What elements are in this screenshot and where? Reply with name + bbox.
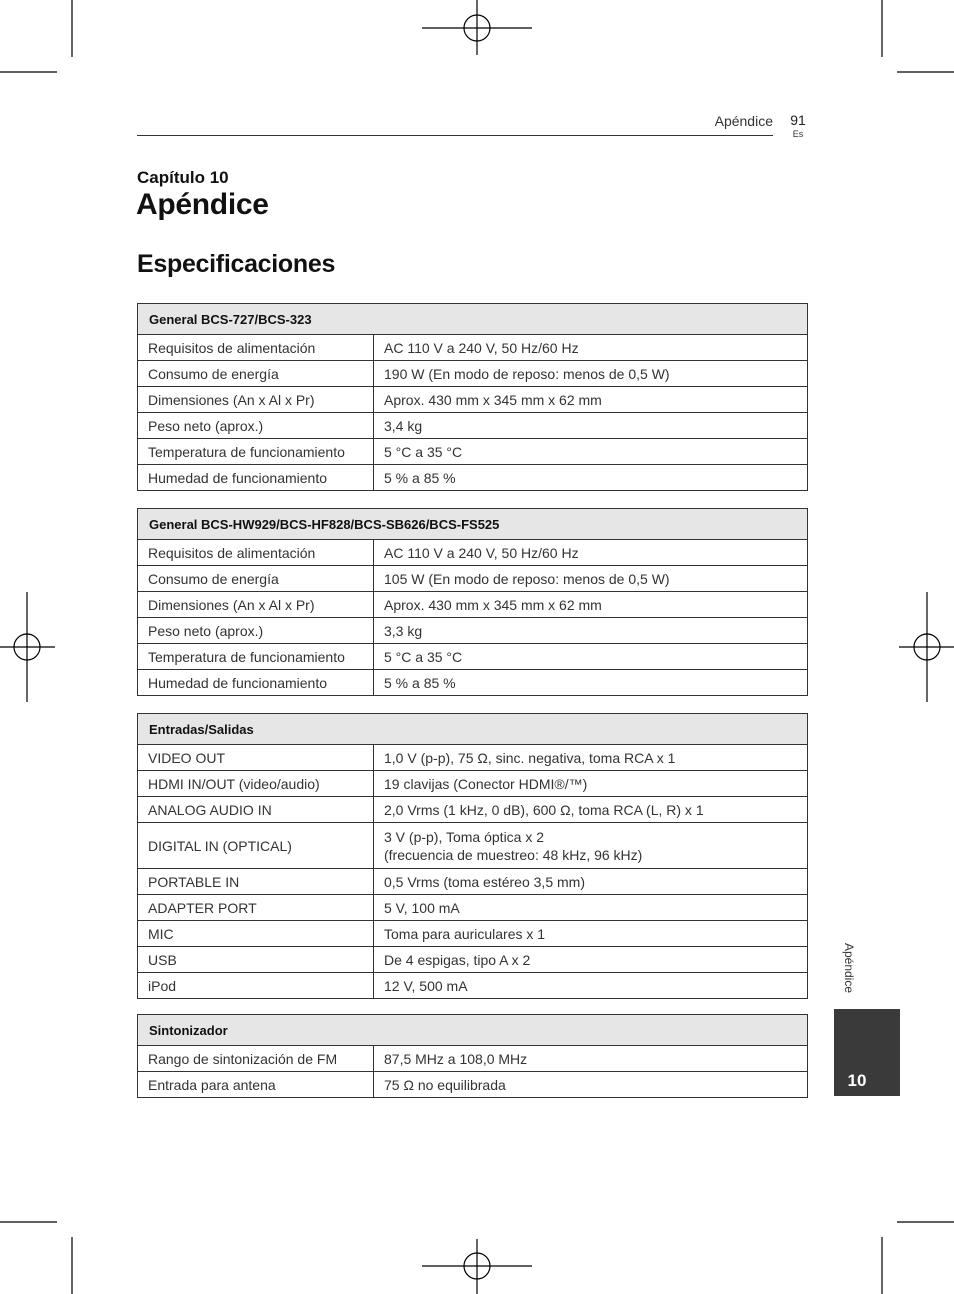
spec-label: Requisitos de alimentación bbox=[138, 540, 374, 566]
spec-value: 2,0 Vrms (1 kHz, 0 dB), 600 Ω, toma RCA (L, R) x 1 bbox=[374, 797, 808, 823]
language-code: Es bbox=[792, 129, 804, 139]
spec-label: PORTABLE IN bbox=[138, 869, 374, 895]
spec-label: USB bbox=[138, 947, 374, 973]
table-title: Sintonizador bbox=[138, 1015, 808, 1046]
table-row bbox=[138, 618, 808, 644]
spec-value: 5 °C a 35 °C bbox=[374, 644, 808, 670]
table-row bbox=[138, 413, 808, 439]
spec-label: Consumo de energía bbox=[138, 566, 374, 592]
spec-value: 19 clavijas (Conector HDMI®/™) bbox=[374, 771, 808, 797]
spec-label: Dimensiones (An x Al x Pr) bbox=[138, 592, 374, 618]
table-row bbox=[138, 540, 808, 566]
spec-value: 12 V, 500 mA bbox=[374, 973, 808, 999]
spec-label: Peso neto (aprox.) bbox=[138, 618, 374, 644]
spec-value: 87,5 MHz a 108,0 MHz bbox=[374, 1046, 808, 1072]
spec-value: AC 110 V a 240 V, 50 Hz/60 Hz bbox=[374, 540, 808, 566]
spec-label: Consumo de energía bbox=[138, 361, 374, 387]
table-row bbox=[138, 566, 808, 592]
table-title: General BCS-727/BCS-323 bbox=[138, 304, 808, 335]
spec-value: 1,0 V (p-p), 75 Ω, sinc. negativa, toma RCA x 1 bbox=[374, 745, 808, 771]
spec-value: Aprox. 430 mm x 345 mm x 62 mm bbox=[374, 592, 808, 618]
spec-label: HDMI IN/OUT (video/audio) bbox=[138, 771, 374, 797]
spec-label: ADAPTER PORT bbox=[138, 895, 374, 921]
spec-table-general-bcs727 bbox=[137, 303, 808, 491]
table-row bbox=[138, 947, 808, 973]
spec-label: Humedad de funcionamiento bbox=[138, 465, 374, 491]
table-row bbox=[138, 670, 808, 696]
spec-value: Toma para auriculares x 1 bbox=[374, 921, 808, 947]
spec-value: 105 W (En modo de reposo: menos de 0,5 W) bbox=[374, 566, 808, 592]
table-row bbox=[138, 1072, 808, 1098]
spec-value: 5 % a 85 % bbox=[374, 670, 808, 696]
chapter-tab bbox=[834, 1009, 900, 1096]
spec-label: MIC bbox=[138, 921, 374, 947]
table-row bbox=[138, 387, 808, 413]
spec-value bbox=[374, 823, 808, 869]
table-title: General BCS-HW929/BCS-HF828/BCS-SB626/BCS-FS525 bbox=[138, 509, 808, 540]
table-title: Entradas/Salidas bbox=[138, 714, 808, 745]
spec-value: 5 °C a 35 °C bbox=[374, 439, 808, 465]
table-row bbox=[138, 973, 808, 999]
table-row bbox=[138, 797, 808, 823]
spec-label: Dimensiones (An x Al x Pr) bbox=[138, 387, 374, 413]
section-title: Especificaciones bbox=[137, 250, 336, 278]
spec-table-tuner bbox=[137, 1014, 808, 1098]
table-row bbox=[138, 439, 808, 465]
header-section-name: Apéndice bbox=[714, 113, 773, 129]
spec-table-inputs-outputs bbox=[137, 713, 808, 999]
spec-value: 5 V, 100 mA bbox=[374, 895, 808, 921]
table-row bbox=[138, 644, 808, 670]
table-row bbox=[138, 895, 808, 921]
chapter-title: Apéndice bbox=[136, 188, 269, 221]
spec-label: VIDEO OUT bbox=[138, 745, 374, 771]
table-row bbox=[138, 1046, 808, 1072]
spec-label: Rango de sintonización de FM bbox=[138, 1046, 374, 1072]
table-row bbox=[138, 745, 808, 771]
spec-label: Humedad de funcionamiento bbox=[138, 670, 374, 696]
spec-label: Entrada para antena bbox=[138, 1072, 374, 1098]
table-row bbox=[138, 361, 808, 387]
spec-label: Temperatura de funcionamiento bbox=[138, 644, 374, 670]
table-row bbox=[138, 921, 808, 947]
table-row bbox=[138, 869, 808, 895]
spec-value-line: 3 V (p-p), Toma óptica x 2 bbox=[384, 828, 545, 845]
spec-value: 5 % a 85 % bbox=[374, 465, 808, 491]
table-row bbox=[138, 771, 808, 797]
spec-value: 190 W (En modo de reposo: menos de 0,5 W) bbox=[374, 361, 808, 387]
spec-label: Temperatura de funcionamiento bbox=[138, 439, 374, 465]
table-row bbox=[138, 823, 808, 869]
spec-label: DIGITAL IN (OPTICAL) bbox=[138, 823, 374, 869]
spec-value: 3,4 kg bbox=[374, 413, 808, 439]
spec-label: iPod bbox=[138, 973, 374, 999]
spec-value: 75 Ω no equilibrada bbox=[374, 1072, 808, 1098]
spec-value: 3,3 kg bbox=[374, 618, 808, 644]
side-section-label-text: Apéndice bbox=[842, 942, 856, 994]
spec-value: AC 110 V a 240 V, 50 Hz/60 Hz bbox=[374, 335, 808, 361]
spec-value-line: (frecuencia de muestreo: 48 kHz, 96 kHz) bbox=[384, 846, 643, 863]
spec-label: Requisitos de alimentación bbox=[138, 335, 374, 361]
spec-table-general-bcs-hw929 bbox=[137, 508, 808, 696]
page-number: 91 bbox=[790, 112, 806, 128]
spec-value: 0,5 Vrms (toma estéreo 3,5 mm) bbox=[374, 869, 808, 895]
spec-label: Peso neto (aprox.) bbox=[138, 413, 374, 439]
table-row bbox=[138, 592, 808, 618]
chapter-tab-number: 10 bbox=[847, 1071, 867, 1090]
spec-value: Aprox. 430 mm x 345 mm x 62 mm bbox=[374, 387, 808, 413]
table-row bbox=[138, 335, 808, 361]
header-rule bbox=[137, 135, 773, 136]
chapter-label: Capítulo 10 bbox=[137, 168, 229, 187]
spec-label: ANALOG AUDIO IN bbox=[138, 797, 374, 823]
table-row bbox=[138, 465, 808, 491]
spec-value: De 4 espigas, tipo A x 2 bbox=[374, 947, 808, 973]
